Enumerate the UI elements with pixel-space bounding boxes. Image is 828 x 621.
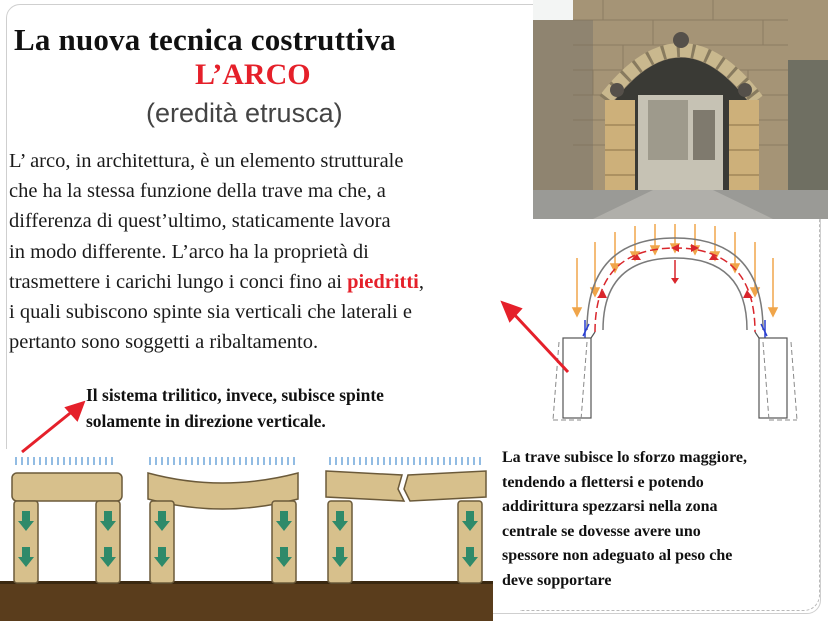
slide-subtitle: L’ARCO: [195, 58, 311, 91]
body-line: [9, 267, 529, 297]
beam-note-line: addirittura spezzarsi nella zona: [502, 498, 718, 516]
beam-note-line: La trave subisce lo sforzo maggiore,: [502, 449, 747, 466]
beam-note-line: spessore non adeguato al peso che: [502, 547, 733, 565]
body-line: differenza di quest’ultimo, staticamente lavora: [9, 210, 391, 233]
trilith-note-line: Il sistema trilitico, invece, subisce spinte: [86, 385, 384, 405]
beam-note-line: deve sopportare: [502, 571, 612, 589]
body-line: pertanto sono soggetti a ribaltamento.: [9, 331, 319, 354]
highlight-suffix: ,: [418, 270, 424, 293]
body-line-text: trasmettere i carichi lungo i conci fino ai: [9, 270, 348, 293]
body-line: i quali subiscono spinte sia verticali che laterali e: [9, 301, 413, 324]
body-line: che ha la stessa funzione della trave ma che, a: [9, 180, 386, 203]
trilith-note: [86, 382, 384, 434]
beam-note-line: centrale se dovesse avere uno: [502, 522, 701, 540]
etruscan-arch-photo: [533, 0, 828, 219]
slide-title: La nuova tecnica costruttiva: [14, 22, 396, 57]
arch-load-diagram: [537, 220, 812, 432]
trilithic-beam-diagram: [0, 449, 493, 621]
beam-note-line: tendendo a flettersi e potendo: [502, 473, 704, 491]
body-line: L’ arco, in architettura, è un elemento strutturale: [9, 150, 404, 172]
body-line: in modo differente. L’arco ha la proprietà di: [9, 240, 369, 263]
beam-note: [502, 446, 747, 594]
trilith-note-line: solamente in direzione verticale.: [86, 411, 326, 431]
body-paragraph: [9, 146, 529, 357]
slide-subtitle-note: (eredità etrusca): [146, 98, 343, 128]
highlight-piedritti: piedritti: [347, 270, 419, 293]
